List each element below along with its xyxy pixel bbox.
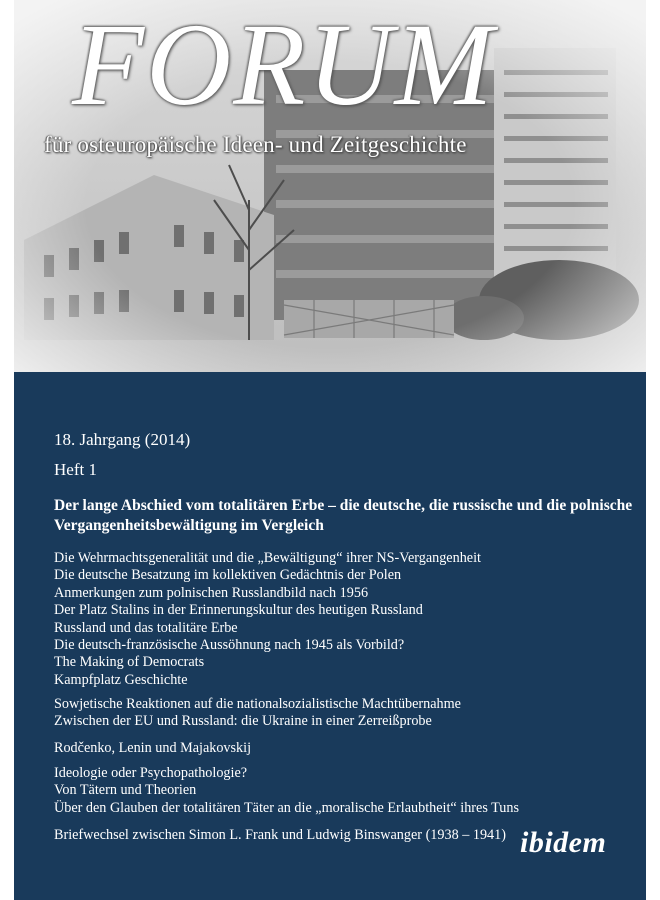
theme-line: Vergangenheitsbewältigung im Vergleich — [54, 517, 324, 534]
publisher-logo: ibidem — [520, 826, 607, 859]
article-title: Kampfplatz Geschichte — [54, 671, 188, 688]
article-title: Ideologie oder Psychopathologie? — [54, 765, 248, 781]
article-title: The Making of Democrats — [54, 654, 205, 671]
article-title: Anmerkungen zum polnischen Russlandbild nach 1956 — [54, 584, 369, 601]
volume-year: 18. Jahrgang (2014) — [54, 430, 191, 449]
book-cover — [14, 0, 646, 900]
contents-group — [54, 827, 506, 844]
contents-panel — [14, 372, 646, 900]
magazine-subtitle: für osteuropäische Ideen- und Zeitgeschichte — [44, 132, 467, 157]
contents-group — [54, 765, 519, 817]
article-title: Briefwechsel zwischen Simon L. Frank und Ludwig Binswanger (1938 – 1941) — [54, 827, 506, 843]
issue-number: Heft 1 — [54, 460, 97, 479]
issue-theme — [54, 496, 633, 536]
article-title: Über den Glauben der totalitären Täter an die „moralische Erlaubtheit“ ihres Tuns — [54, 799, 520, 816]
cover-photo — [14, 0, 646, 372]
article-title: Die Wehrmachtsgeneralität und die „Bewältigung“ ihrer NS-Vergangenheit — [54, 550, 481, 566]
article-title: Der Platz Stalins in der Erinnerungskultur des heutigen Russland — [54, 602, 423, 619]
contents-group — [54, 740, 251, 757]
article-title: Sowjetische Reaktionen auf die nationalsozialistische Machtübernahme — [54, 696, 461, 712]
contents-group — [54, 696, 461, 731]
theme-line: Der lange Abschied vom totalitären Erbe – die deutsche, die russische und die polnische — [54, 497, 633, 514]
article-title: Von Tätern und Theorien — [54, 782, 197, 799]
contents-group — [54, 550, 481, 689]
magazine-title: FORUM — [72, 0, 495, 130]
article-title: Die deutsche Besatzung im kollektiven Gedächtnis der Polen — [54, 567, 402, 584]
article-title: Rodčenko, Lenin und Majakovskij — [54, 740, 252, 756]
article-title: Russland und das totalitäre Erbe — [54, 619, 238, 636]
article-title: Die deutsch-französische Aussöhnung nach 1945 als Vorbild? — [54, 637, 405, 654]
article-title: Zwischen der EU und Russland: die Ukraine in einer Zerreißprobe — [54, 713, 432, 730]
